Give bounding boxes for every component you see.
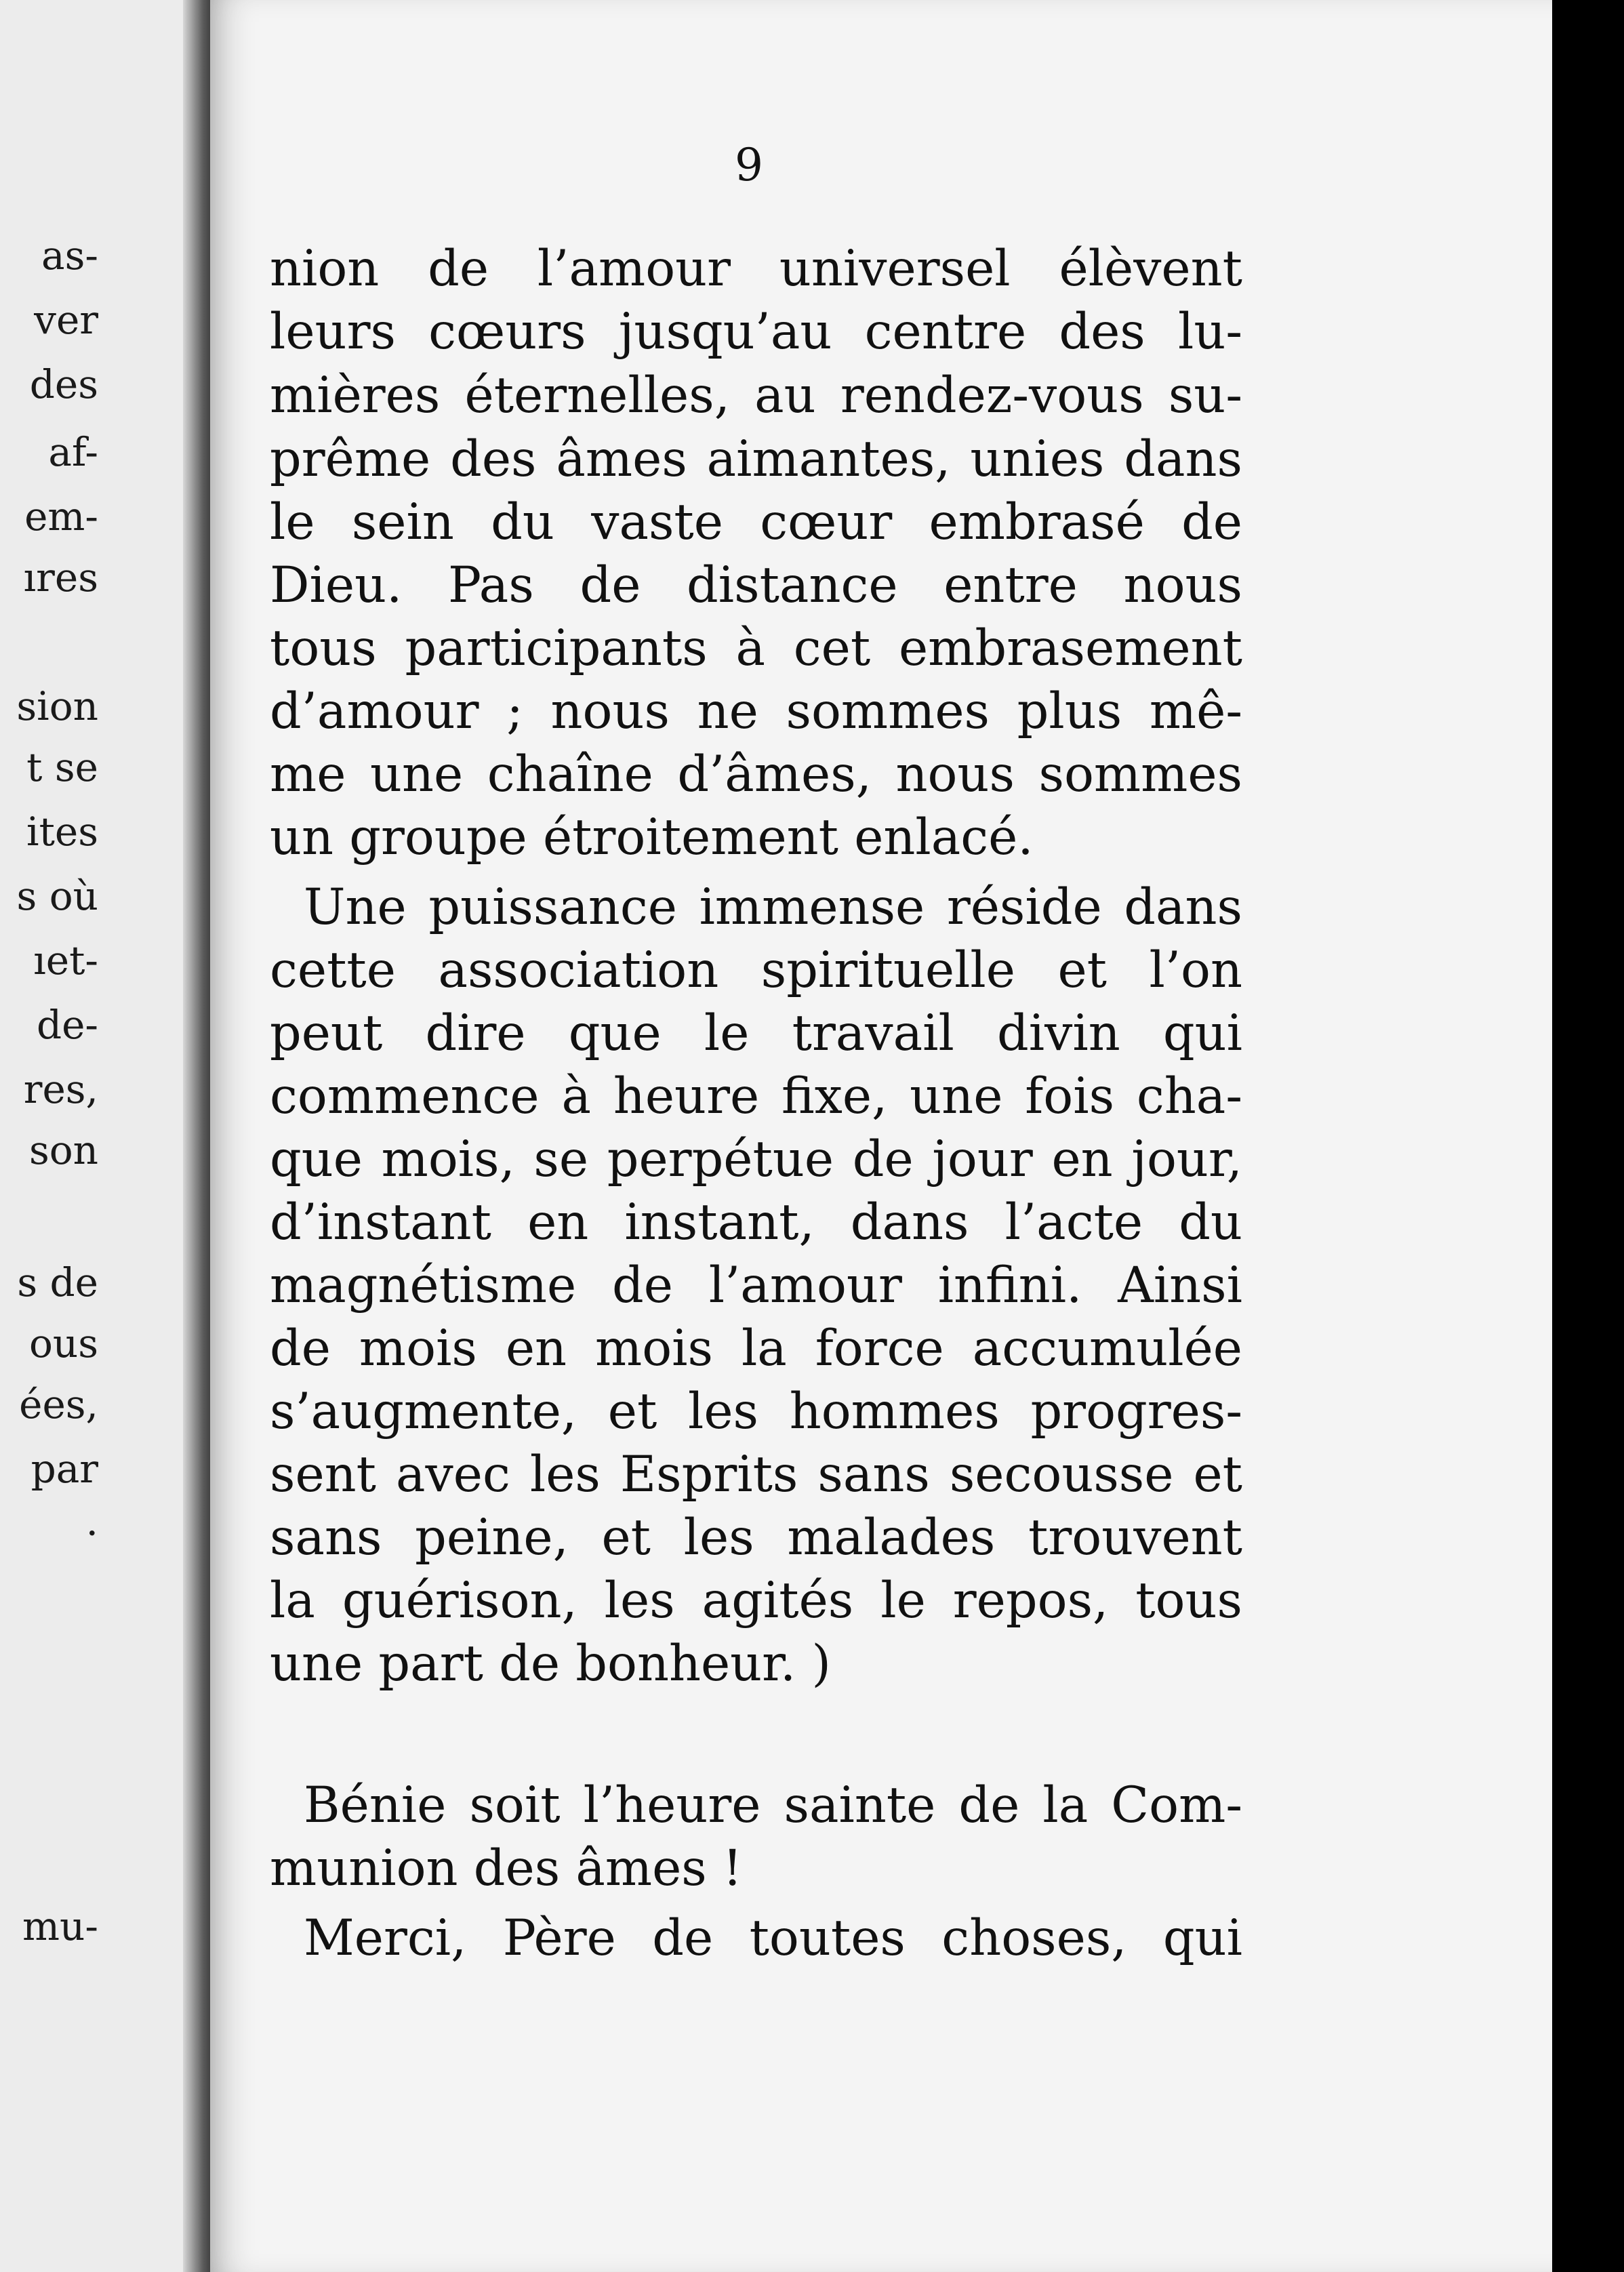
text-line: le sein du vaste cœur embrasé de bbox=[270, 493, 1242, 551]
text-line: Dieu. Pas de distance entre nous bbox=[270, 556, 1242, 614]
left-page-fragment: ées, bbox=[19, 1381, 98, 1427]
text-line: magnétisme de l’amour infini. Ainsi bbox=[270, 1257, 1242, 1314]
left-page-margin bbox=[0, 0, 197, 2272]
text-line: Une puissance immense réside dans bbox=[304, 878, 1242, 936]
left-page-fragment: af- bbox=[48, 429, 98, 475]
text-line: munion des âmes ! bbox=[270, 1840, 743, 1897]
text-line: Merci, Père de toutes choses, qui bbox=[304, 1909, 1242, 1967]
left-page-fragment: t se bbox=[26, 744, 98, 790]
left-page-fragment: par bbox=[31, 1446, 98, 1492]
page-number: 9 bbox=[735, 139, 763, 191]
left-page-fragment: ıet- bbox=[33, 937, 98, 983]
text-line: peut dire que le travail divin qui bbox=[270, 1005, 1242, 1062]
text-line: la guérison, les agités le repos, tous bbox=[270, 1572, 1242, 1629]
left-page-fragment: as- bbox=[41, 232, 98, 279]
text-line: tous participants à cet embrasement bbox=[270, 620, 1242, 677]
text-line: commence à heure fixe, une fois cha- bbox=[270, 1068, 1242, 1125]
left-page-fragment: ites bbox=[26, 809, 98, 855]
text-line: Bénie soit l’heure sainte de la Com- bbox=[304, 1777, 1242, 1834]
text-line: d’instant en instant, dans l’acte du bbox=[270, 1194, 1242, 1251]
left-page-fragment: sion bbox=[16, 683, 98, 729]
page-right-edge bbox=[1552, 0, 1624, 2272]
left-page-fragment: mu- bbox=[22, 1903, 98, 1949]
left-page-fragment: ıres bbox=[23, 554, 98, 601]
text-line: un groupe étroitement enlacé. bbox=[270, 809, 1034, 866]
left-page-fragment: son bbox=[28, 1127, 98, 1173]
text-line: mières éternelles, au rendez-vous su- bbox=[270, 367, 1242, 424]
text-line: d’amour ; nous ne sommes plus mê- bbox=[270, 683, 1242, 740]
text-line: sent avec les Esprits sans secousse et bbox=[270, 1446, 1242, 1503]
text-line: de mois en mois la force accumulée bbox=[270, 1320, 1242, 1377]
text-line: leurs cœurs jusqu’au centre des lu- bbox=[270, 303, 1242, 361]
text-line: s’augmente, et les hommes progres- bbox=[270, 1383, 1242, 1440]
left-page-fragment: de- bbox=[36, 1002, 98, 1048]
text-line: prême des âmes aimantes, unies dans bbox=[270, 430, 1242, 488]
left-page-fragment: em- bbox=[24, 493, 98, 540]
text-line: me une chaîne d’âmes, nous sommes bbox=[270, 746, 1242, 803]
left-page-fragment: ous bbox=[28, 1320, 98, 1366]
text-line: nion de l’amour universel élèvent bbox=[270, 240, 1242, 298]
text-line: une part de bonheur. ) bbox=[270, 1635, 831, 1692]
text-line: que mois, se perpétue de jour en jour, bbox=[270, 1131, 1242, 1188]
left-page-fragment: res, bbox=[23, 1066, 98, 1112]
left-page-fragment: des bbox=[29, 361, 98, 407]
left-page-fragment: · bbox=[85, 1510, 98, 1556]
text-line: cette association spirituelle et l’on bbox=[270, 941, 1242, 999]
left-page-fragment: ver bbox=[34, 297, 98, 343]
left-page-fragment: s de bbox=[17, 1259, 98, 1305]
text-line: sans peine, et les malades trouvent bbox=[270, 1509, 1242, 1566]
left-page-fragment: s où bbox=[16, 873, 98, 919]
